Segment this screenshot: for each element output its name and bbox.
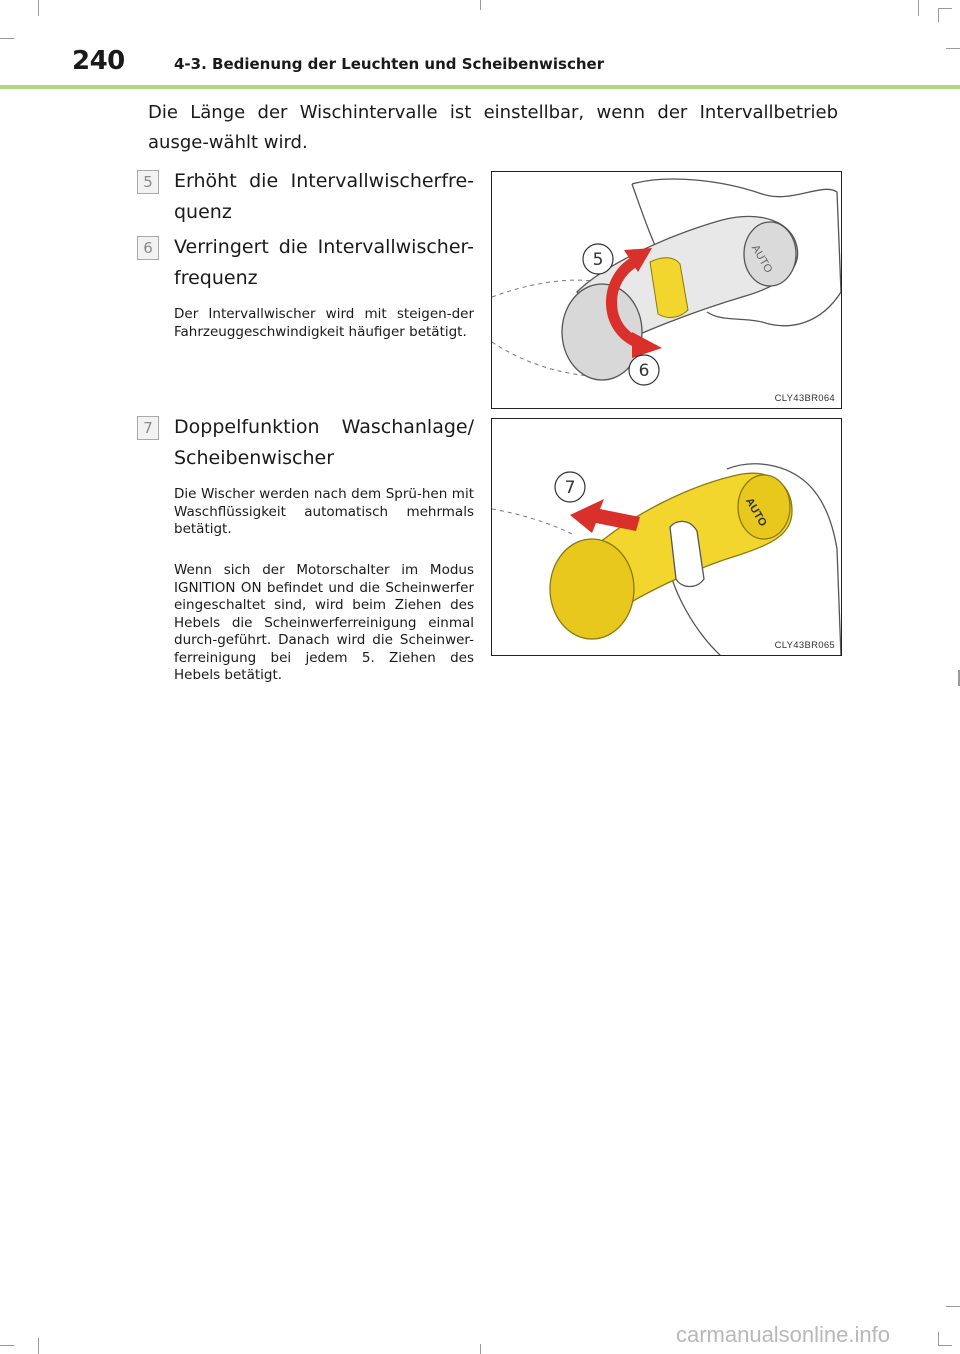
figure-washer-pull [491, 418, 842, 656]
crop-mark [938, 1345, 952, 1346]
lever-auto-label: AUTO [748, 242, 775, 276]
crop-mark [938, 8, 939, 22]
crop-mark [946, 48, 960, 49]
crop-mark [0, 38, 14, 39]
figure-code: CLY43BR065 [774, 640, 835, 651]
crop-mark [480, 0, 481, 10]
figure-code: CLY43BR064 [774, 393, 835, 404]
crop-mark [0, 1345, 14, 1346]
crop-mark [946, 1306, 960, 1307]
item-note: Wenn sich der Motorschalter im Modus IGNITION ON befindet und die Scheinwerfer eingeschaltet sind, wird beim Ziehen des Hebels die Scheinwerferreinigung einmal durch-geführt. Danach wird die Scheinwer-ferreinigung bei jedem 5. Ziehen des Hebels betätigt. [174, 562, 474, 683]
crop-mark [918, 0, 919, 16]
item-title-5: Erhöht die Intervallwischerfre-quenz [174, 170, 474, 223]
figure-wiper-interval [491, 171, 842, 409]
callout-5: 5 [592, 250, 604, 270]
wiper-lever-illustration [492, 172, 842, 409]
callout-7: 7 [564, 478, 576, 498]
crop-mark [480, 1344, 481, 1354]
item-note: Die Wischer werden nach dem Sprü-hen mit Waschflüssigkeit automatisch mehrmals betätigt. [174, 486, 474, 537]
header-rule [0, 85, 960, 89]
item-marker-7: 7 [137, 416, 159, 440]
callout-6: 6 [638, 361, 650, 381]
crop-mark [38, 1338, 39, 1354]
washer-lever-illustration [492, 419, 842, 656]
crop-mark [38, 0, 39, 16]
crop-mark [938, 8, 952, 9]
intro-paragraph: Die Länge der Wischintervalle ist einstellbar, wenn der Intervallbetrieb ausge-wählt wird. [148, 102, 838, 153]
item-title-6: Verringert die Intervallwischer-frequenz [174, 236, 474, 289]
item-marker-5: 5 [137, 170, 159, 194]
item-marker-6: 6 [137, 236, 159, 260]
page-number: 240 [72, 46, 125, 76]
crop-mark [938, 1332, 939, 1346]
section-title: 4-3. Bedienung der Leuchten und Scheibenwischer [174, 55, 605, 73]
item-note: Der Intervallwischer wird mit steigen-der Fahrzeuggeschwindigkeit häufiger betätigt. [174, 306, 474, 340]
lever-auto-label: AUTO [742, 495, 769, 529]
watermark: carmanualsonline.info [675, 1322, 890, 1347]
item-title-7: Doppelfunktion Waschanlage/ Scheibenwischer [174, 416, 474, 469]
